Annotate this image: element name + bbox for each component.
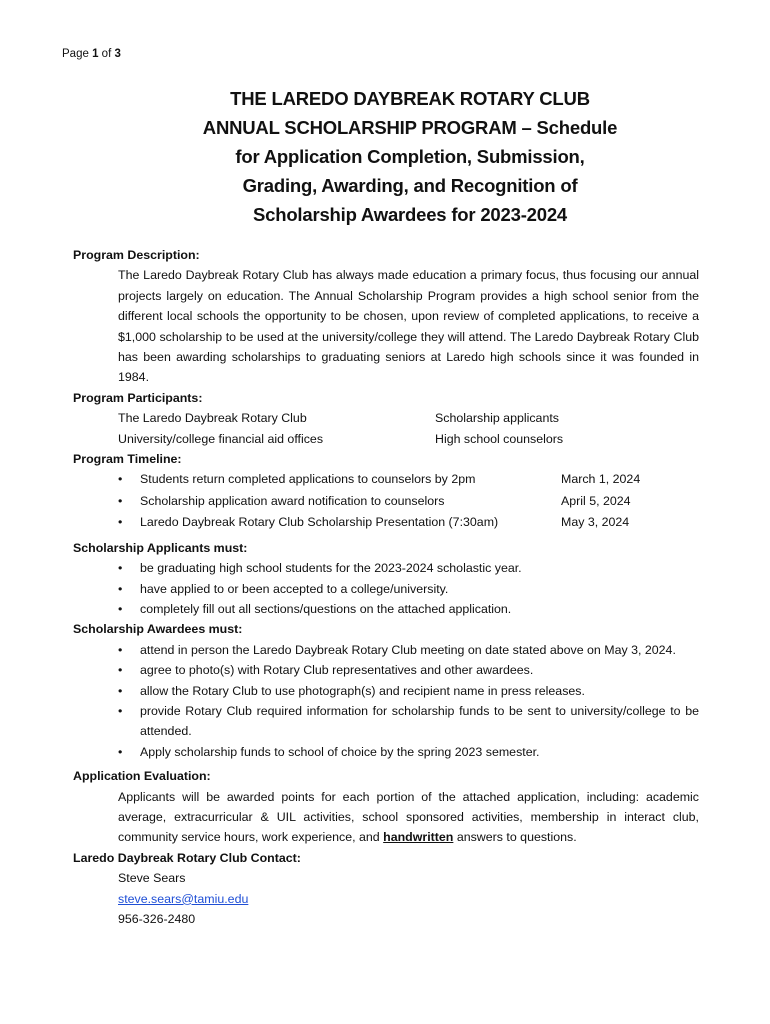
timeline-item <box>73 491 699 512</box>
contact-name: Steve Sears <box>118 871 186 886</box>
timeline-event: • Scholarship application award notification to counselors <box>140 493 445 508</box>
title-line: for Application Completion, Submission, <box>235 146 585 167</box>
awardees-list <box>73 640 699 762</box>
evaluation-text-before: Applicants will be awarded points for each portion of the attached application, including: academic average, extracurricular & UIL activities, school sponsored activities, membership in interact club, community service hours, work experience, and <box>118 789 699 845</box>
applicants-list <box>73 558 699 619</box>
title-line: ANNUAL SCHOLARSHIP PROGRAM – Schedule <box>202 117 618 138</box>
participants-row <box>118 429 699 449</box>
list-item: • be graduating high school students for the 2023-2024 scholastic year. <box>73 558 699 578</box>
document-body <box>73 245 699 929</box>
list-item: • agree to photo(s) with Rotary Club representatives and other awardees. <box>73 660 699 680</box>
applicants-heading: Scholarship Applicants must: <box>73 540 248 555</box>
title-line: Grading, Awarding, and Recognition of <box>242 175 578 196</box>
list-item: • provide Rotary Club required information for scholarship funds to be sent to university/college to be attended. <box>73 701 699 742</box>
document-title <box>120 84 700 229</box>
list-item: • attend in person the Laredo Daybreak Rotary Club meeting on date stated above on May 3, 2024. <box>73 640 699 660</box>
timeline-heading: Program Timeline: <box>73 452 182 467</box>
list-item: • completely fill out all sections/questions on the attached application. <box>73 599 699 619</box>
page-current: 1 <box>92 48 99 60</box>
evaluation-heading: Application Evaluation: <box>73 769 211 784</box>
participants-heading: Program Participants: <box>73 390 203 405</box>
description-text: The Laredo Daybreak Rotary Club has always made education a primary focus, thus focusing our annual projects largely on education. The Annual Scholarship Program provides a high school senior from the different local schools the opportunity to be chosen, upon review of completed applications, to receive a $1,000 scholarship to be used at the university/college they will attend. The Laredo Daybreak Rotary Club has been awarding scholarships to graduating seniors at Laredo high schools since it was founded in 1984. <box>118 268 699 385</box>
page-of: of <box>101 48 112 60</box>
awardees-heading: Scholarship Awardees must: <box>73 622 243 637</box>
timeline-list <box>73 469 699 533</box>
evaluation-text-after: answers to questions. <box>456 830 577 845</box>
contact-email-row <box>118 889 699 909</box>
page-total: 3 <box>114 48 121 60</box>
page-label: Page <box>62 48 89 60</box>
participants-row <box>118 408 699 428</box>
contact-email-link[interactable]: steve.sears@tamiu.edu <box>118 891 249 906</box>
evaluation-text <box>118 787 699 848</box>
participant: The Laredo Daybreak Rotary Club <box>118 411 307 426</box>
page-number <box>62 48 121 60</box>
timeline-date: April 5, 2024 <box>561 493 631 508</box>
title-line: Scholarship Awardees for 2023-2024 <box>252 204 568 225</box>
timeline-date: March 1, 2024 <box>561 472 641 487</box>
list-item: • have applied to or been accepted to a college/university. <box>73 579 699 599</box>
contact-phone: 956-326-2480 <box>118 912 196 926</box>
timeline-item <box>73 469 699 490</box>
timeline-item <box>73 512 699 533</box>
list-item: • allow the Rotary Club to use photograph(s) and recipient name in press releases. <box>73 681 699 701</box>
list-item: • Apply scholarship funds to school of choice by the spring 2023 semester. <box>73 742 699 762</box>
timeline-date: May 3, 2024 <box>561 515 630 530</box>
timeline-event: • Students return completed applications to counselors by 2pm <box>140 472 476 487</box>
evaluation-emphasis: handwritten <box>383 830 454 845</box>
description-heading: Program Description: <box>73 248 200 262</box>
title-line: THE LAREDO DAYBREAK ROTARY CLUB <box>230 88 590 109</box>
participant: Scholarship applicants <box>435 411 559 426</box>
timeline-event: • Laredo Daybreak Rotary Club Scholarship Presentation (7:30am) <box>140 515 499 530</box>
participant: High school counselors <box>435 431 564 446</box>
contact-heading: Laredo Daybreak Rotary Club Contact: <box>73 850 301 865</box>
participant: University/college financial aid offices <box>118 431 324 446</box>
